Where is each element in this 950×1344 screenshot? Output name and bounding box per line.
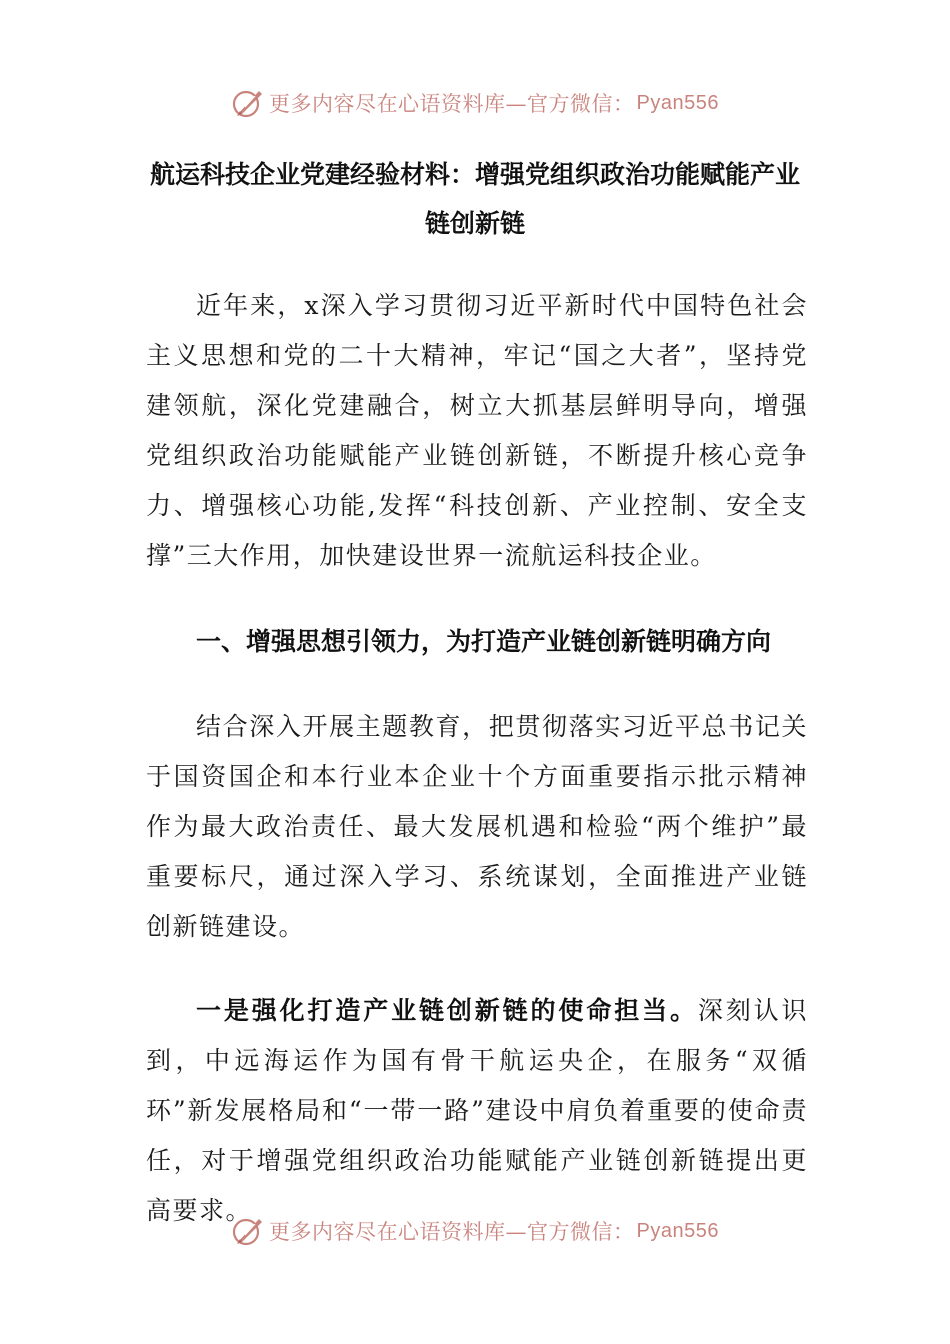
watermark-banner-bottom	[0, 1211, 950, 1251]
quill-pen-logo-icon	[231, 1214, 265, 1248]
watermark-wechat-id: Pyan556	[636, 1219, 719, 1242]
quill-pen-logo-icon	[231, 86, 265, 120]
intro-paragraph: 近年来，x深入学习贯彻习近平新时代中国特色社会主义思想和党的二十大精神，牢记“国之大者”，坚持党建领航，深化党建融合，树立大抓基层鲜明导向，增强党组织政治功能赋能产业链创新链，不断提升核心竞争力、增强核心功能,发挥“科技创新、产业控制、安全支撑”三大作用，加快建设世界一流航运科技企业。	[146, 291, 808, 570]
point-1-body: 深刻认识到，中远海运作为国有骨干航运央企，在服务“双循环”新发展格局和“一带一路”建设中肩负着重要的使命责任，对于增强党组织政治功能赋能产业链创新链提出更高要求。	[146, 996, 808, 1225]
document-title: 航运科技企业党建经验材料：增强党组织政治功能赋能产业链创新链	[149, 160, 800, 238]
section-heading-1: 一、增强思想引领力，为打造产业链创新链明确方向	[196, 627, 772, 656]
point-1-paragraph	[146, 986, 808, 1236]
watermark-wechat-id: Pyan556	[636, 91, 719, 114]
section-1-paragraph: 结合深入开展主题教育，把贯彻落实习近平总书记关于国资国企和本行业本企业十个方面重要指示批示精神作为最大政治责任、最大发展机遇和检验“两个维护”最重要标尺，通过深入学习、系统谋划，全面推进产业链创新链建设。	[146, 712, 808, 941]
point-1-lead: 一是强化打造产业链创新链的使命担当。	[196, 996, 698, 1025]
watermark-brand-text: 更多内容尽在心语资料库—官方微信：	[269, 92, 635, 116]
watermark-banner-top	[0, 83, 950, 123]
watermark-brand-text: 更多内容尽在心语资料库—官方微信：	[269, 1220, 635, 1244]
